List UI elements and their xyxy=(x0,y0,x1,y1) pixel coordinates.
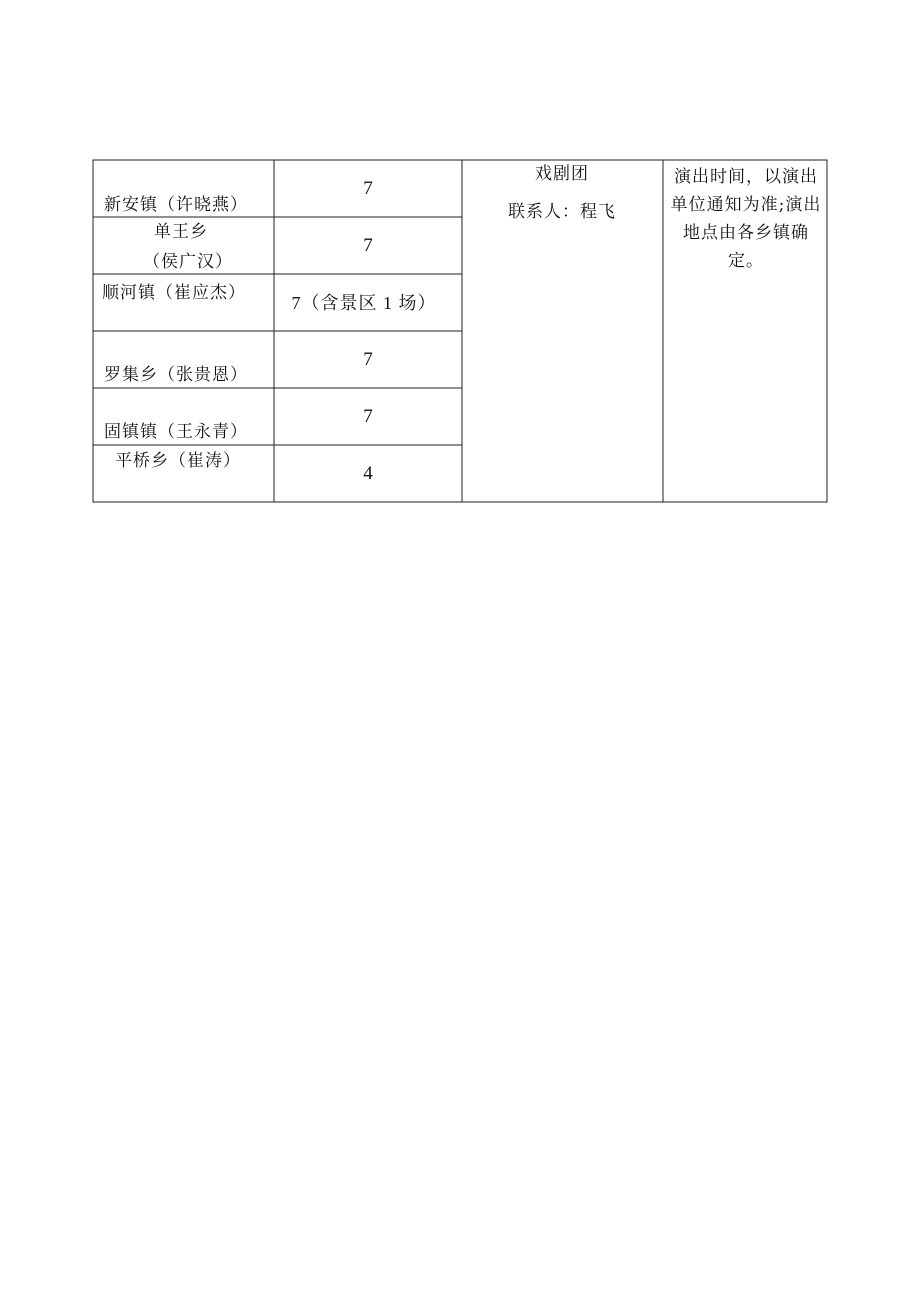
count-cell-3: 7（含景区 1 场） xyxy=(291,293,437,313)
count-cell-4: 7 xyxy=(363,349,373,370)
count-cell-5: 7 xyxy=(363,406,373,427)
town-cell-3: 顺河镇（崔应杰） xyxy=(102,283,246,303)
count-cell-1: 7 xyxy=(363,178,373,199)
count-cell-6: 4 xyxy=(363,463,373,484)
town-cell-4: 罗集乡（张贵恩） xyxy=(104,365,248,385)
town-cell-5: 固镇镇（王永青） xyxy=(104,422,248,442)
performance-note: 演出时间，以演出单位通知为准;演出地点由各乡镇确定。 xyxy=(670,167,822,271)
count-cell-2: 7 xyxy=(363,235,373,256)
town-cell-2-line1: 单王乡 xyxy=(154,222,208,242)
town-cell-6: 平桥乡（崔涛） xyxy=(115,451,241,471)
town-cell-1: 新安镇（许晓燕） xyxy=(104,195,248,215)
troupe-name: 戏剧团 xyxy=(535,164,589,184)
town-cell-2-line2: （侯广汉） xyxy=(143,252,233,272)
troupe-contact: 联系人：程飞 xyxy=(508,202,616,222)
